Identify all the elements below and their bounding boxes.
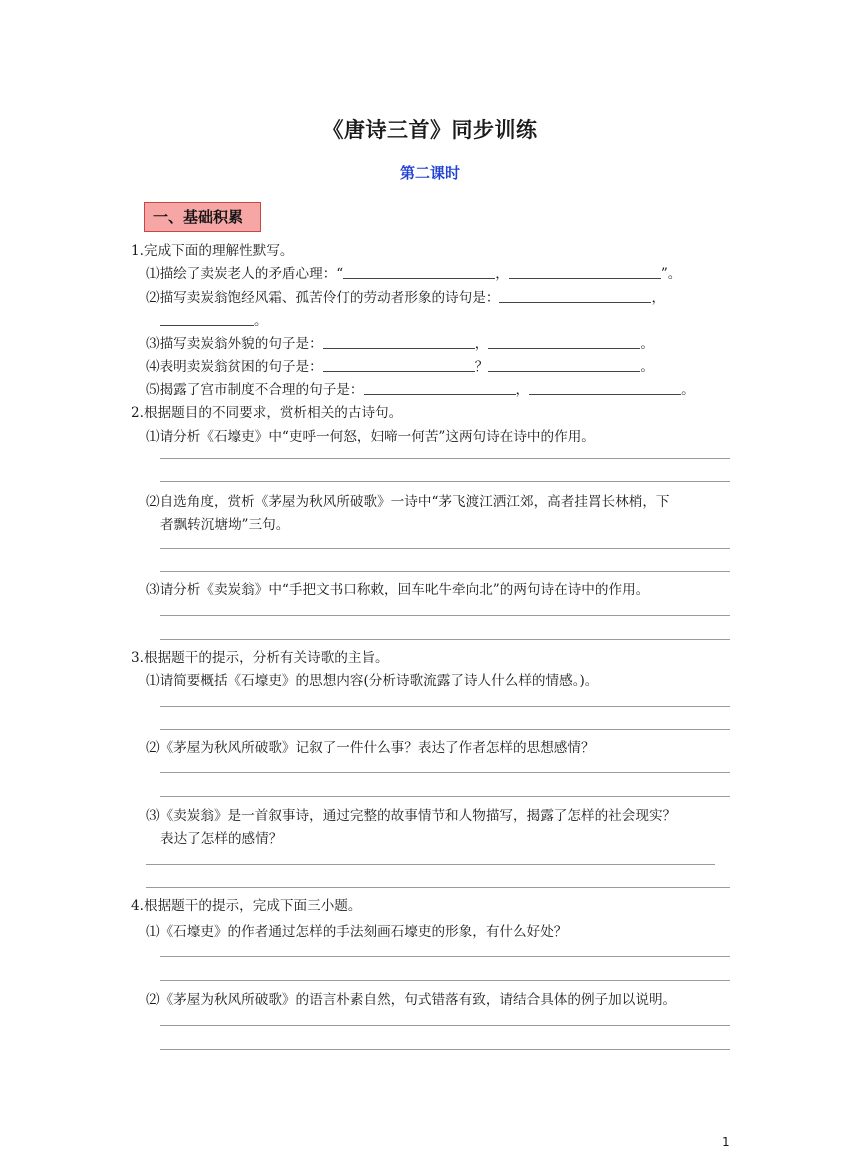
answer-blank[interactable] [160,311,254,326]
answer-line[interactable] [160,772,730,773]
q4-item-2: ⑵《茅屋为秋风所破歌》的语言朴素自然，句式错落有致，请结合具体的例子加以说明。 [146,992,677,1008]
answer-line[interactable] [160,458,730,459]
q4-stem: 4.根据题干的提示，完成下面三小题。 [131,898,362,914]
q2-item-3: ⑶请分析《卖炭翁》中“手把文书口称敕，回车叱牛牵向北”的两句诗在诗中的作用。 [146,582,650,598]
q3-item-3-cont: 表达了怎样的感情？ [160,831,283,847]
q1-stem: 1.完成下面的理解性默写。 [131,243,294,259]
q1-item-2-cont [160,311,268,331]
answer-blank[interactable] [364,380,516,395]
q1-item-2-text: ⑵描写卖炭翁饱经风霜、孤苦伶仃的劳动者形象的诗句是： [146,290,500,306]
q1-item-2-sep: ， [651,290,666,306]
answer-line[interactable] [160,548,730,549]
answer-line[interactable] [160,615,730,616]
q2-item-2: ⑵自选角度，赏析《茅屋为秋风所破歌》一诗中“茅飞渡江洒江郊，高者挂罥长林梢，下 [146,494,670,510]
q1-item-1-end: ”。 [660,266,682,282]
answer-line[interactable] [160,729,730,730]
answer-line[interactable] [160,571,730,572]
answer-line[interactable] [160,1049,730,1050]
answer-line[interactable] [160,481,730,482]
q1-item-2-end: 。 [254,313,268,329]
q3-item-2: ⑵《茅屋为秋风所破歌》记叙了一件什么事？表达了作者怎样的思想感情？ [146,740,595,756]
answer-line[interactable] [160,1025,730,1026]
page-title: 《唐诗三首》同步训练 [322,118,538,142]
answer-line[interactable] [160,956,730,957]
answer-line[interactable] [160,980,730,981]
answer-blank[interactable] [488,334,640,349]
q1-item-3-text: ⑶描写卖炭翁外貌的句子是： [146,336,323,352]
q1-item-1-text: ⑴描绘了卖炭老人的矛盾心理：“ [146,266,344,282]
q2-item-2-cont: 者飘转沉塘坳”三句。 [160,517,290,533]
answer-line[interactable] [160,706,730,707]
q1-item-4 [146,357,654,377]
q1-item-2 [146,288,665,308]
answer-blank[interactable] [499,288,651,303]
answer-blank[interactable] [343,264,495,279]
page-subtitle: 第二课时 [399,164,460,182]
q1-item-4-sep: ？ [474,359,489,375]
q3-stem: 3.根据题干的提示，分析有关诗歌的主旨。 [131,650,389,666]
q1-item-3-sep: ， [474,336,489,352]
q1-item-1-sep: ， [495,266,509,282]
q1-item-5-end: 。 [681,382,695,398]
answer-blank[interactable] [323,357,475,372]
q3-item-3: ⑶《卖炭翁》是一首叙事诗，通过完整的故事情节和人物描写，揭露了怎样的社会现实？ [146,808,677,824]
answer-blank[interactable] [509,264,661,279]
page-number: 1 [722,1135,730,1149]
q2-item-1: ⑴请分析《石壕吏》中“吏呼一何怒，妇啼一何苦”这两句诗在诗中的作用。 [146,429,595,445]
q1-item-3 [146,334,654,354]
answer-line[interactable] [146,887,730,888]
section-heading: 一、基础积累 [144,202,261,232]
answer-blank[interactable] [488,357,640,372]
answer-blank[interactable] [529,380,681,395]
q2-stem: 2.根据题目的不同要求，赏析相关的古诗句。 [131,405,403,421]
q1-item-5-text: ⑸揭露了宫市制度不合理的句子是： [146,382,364,398]
answer-line[interactable] [160,796,730,797]
answer-line[interactable] [160,639,730,640]
q1-item-1 [146,264,681,284]
q1-item-5-sep: ， [515,382,530,398]
q1-item-3-end: 。 [640,336,654,352]
answer-line[interactable] [146,864,715,865]
q1-item-4-end: 。 [640,359,654,375]
q4-item-1: ⑴《石壕吏》的作者通过怎样的手法刻画石壕吏的形象，有什么好处？ [146,924,568,940]
q1-item-5 [146,380,695,400]
q1-item-4-text: ⑷表明卖炭翁贫困的句子是： [146,359,323,375]
q3-item-1: ⑴请简要概括《石壕吏》的思想内容(分析诗歌流露了诗人什么样的情感。)。 [146,673,599,689]
answer-blank[interactable] [323,334,475,349]
